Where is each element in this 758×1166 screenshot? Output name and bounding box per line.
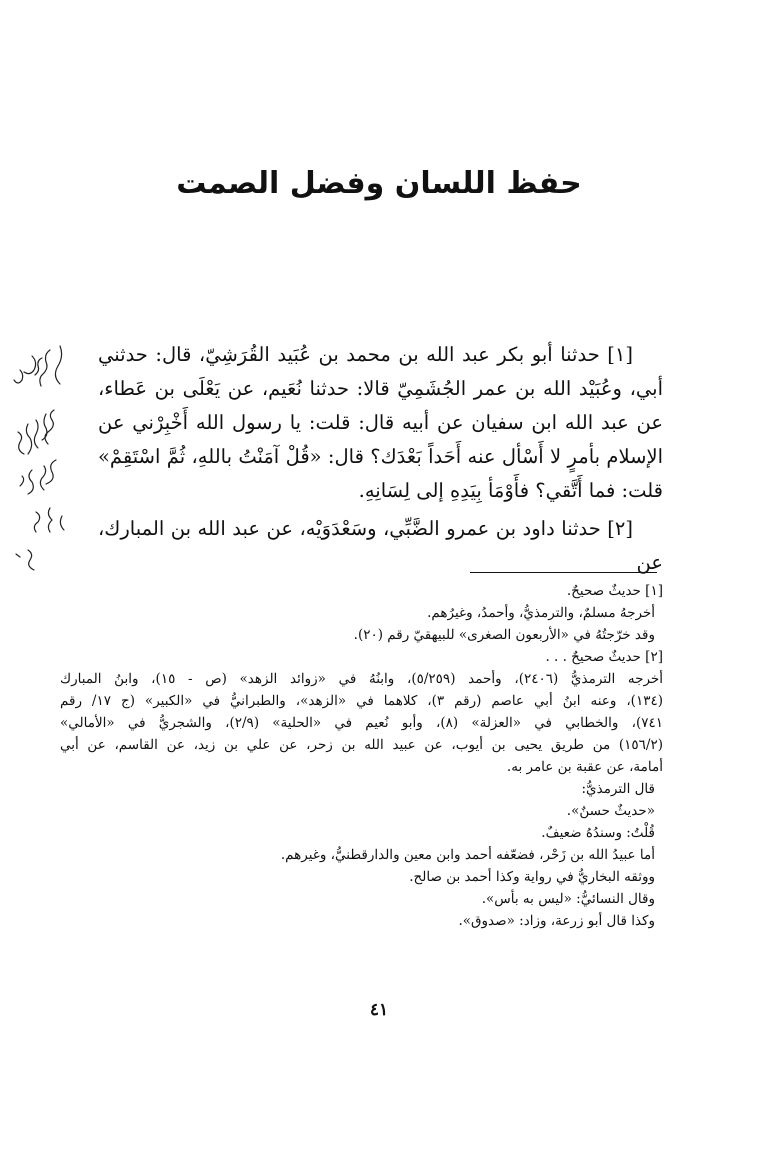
footnote-line: وقال النسائيُّ: «ليس به بأس». [481, 891, 655, 907]
page-number: ٤١ [369, 1000, 389, 1020]
footnote-line: قال الترمذيُّ: [581, 781, 655, 797]
footnote-line: ووثقه البخاريُّ في رواية وكذا أحمد بن صالح. [409, 869, 655, 885]
footnote-line: ٧٤١)، والخطابي في «العزلة» (٨)، وأبو نُعيم في «الحلية» (٢/٩)، والشجريُّ في «الأمالي» [60, 715, 663, 731]
footnote-line: أما عبيدُ الله بن زَحْر، فضعّفه أحمد وابن معين والدارقطنيُّ، وغيرهم. [280, 847, 655, 863]
footnote-divider [470, 572, 657, 573]
hadith-paragraph-2 [98, 512, 663, 580]
footnote-line: (١٥٦/٢) من طريق يحيى بن أيوب، عن عبيد الله بن زحر، عن علي بن زيد، عن القاسم، عن أبي [60, 737, 663, 753]
footnote-line: قُلْتُ: وسندُهُ ضعيفٌ. [541, 825, 655, 841]
footnote-line: (١٣٤)، وعنه ابنُ أبي عاصم (رقم ٣)، كلاهما في «الزهد»، والطبرانيُّ في «الكبير» (ج ١٧/ رقم [60, 693, 663, 709]
hadith-2-text: [٢] حدثنا داود بن عمرو الضَّبِّي، وسَعْدَوَيْه، عن عبد الله بن المبارك، عن [98, 517, 663, 574]
footnote-line: «حديثٌ حسنٌ». [566, 803, 655, 819]
footnote-line: أخرجهُ مسلمٌ، والترمذيُّ، وأحمدُ، وغيرُهم. [427, 605, 655, 621]
hadith-1-text: [١] حدثنا أبو بكر عبد الله بن محمد بن عُبَيد القُرَشِيّ، قال: حدثني أبي، وعُبَيْد الله بن عمر الجُشَمِيّ قالا: حدثنا نُعَيم، عن يَعْلَى بن عَطاء، عن عبد الله ابن سفيان عن أبيه قال: قلت: يا رسول الله أَخْبِرْني عن الإسلام بأمرٍ لا أَسْأل عنه أَحَداً بَعْدَك؟ قال: «قُلْ آمَنْتُ باللهِ، ثُمَّ اسْتَقِمْ» قلت: فما أَتَّقي؟ فأَوْمَأ بِيَدِهِ إلى لِسَانِهِ. [98, 343, 663, 502]
footnote-line: وقد خرّجتُهُ في «الأربعون الصغرى» للبيهقيّ رقم (٢٠). [353, 627, 655, 643]
footnote-line: أمامة، عن عقبة بن عامر به. [506, 759, 663, 775]
footnote-line: وكذا قال أبو زرعة، وزاد: «صدوق». [458, 913, 655, 929]
hadith-paragraph-1 [98, 338, 663, 508]
page-title: حفظ اللسان وفضل الصمت [176, 166, 582, 201]
footnote-line: أخرجه الترمذيُّ (٢٤٠٦)، وأحمد (٥/٢٥٩)، وابنُهُ في «زوائد الزهد» (ص - ١٥)، وابنُ المبارك [60, 671, 663, 687]
footnote-line: [١] حديثٌ صحيحٌ. [566, 583, 663, 599]
footnotes [60, 580, 663, 932]
handwriting-scribble-icon [6, 340, 68, 580]
footnote-line: [٢] حديثٌ صحيحٌ . . . [545, 649, 663, 665]
handwritten-margin-note [6, 340, 68, 580]
